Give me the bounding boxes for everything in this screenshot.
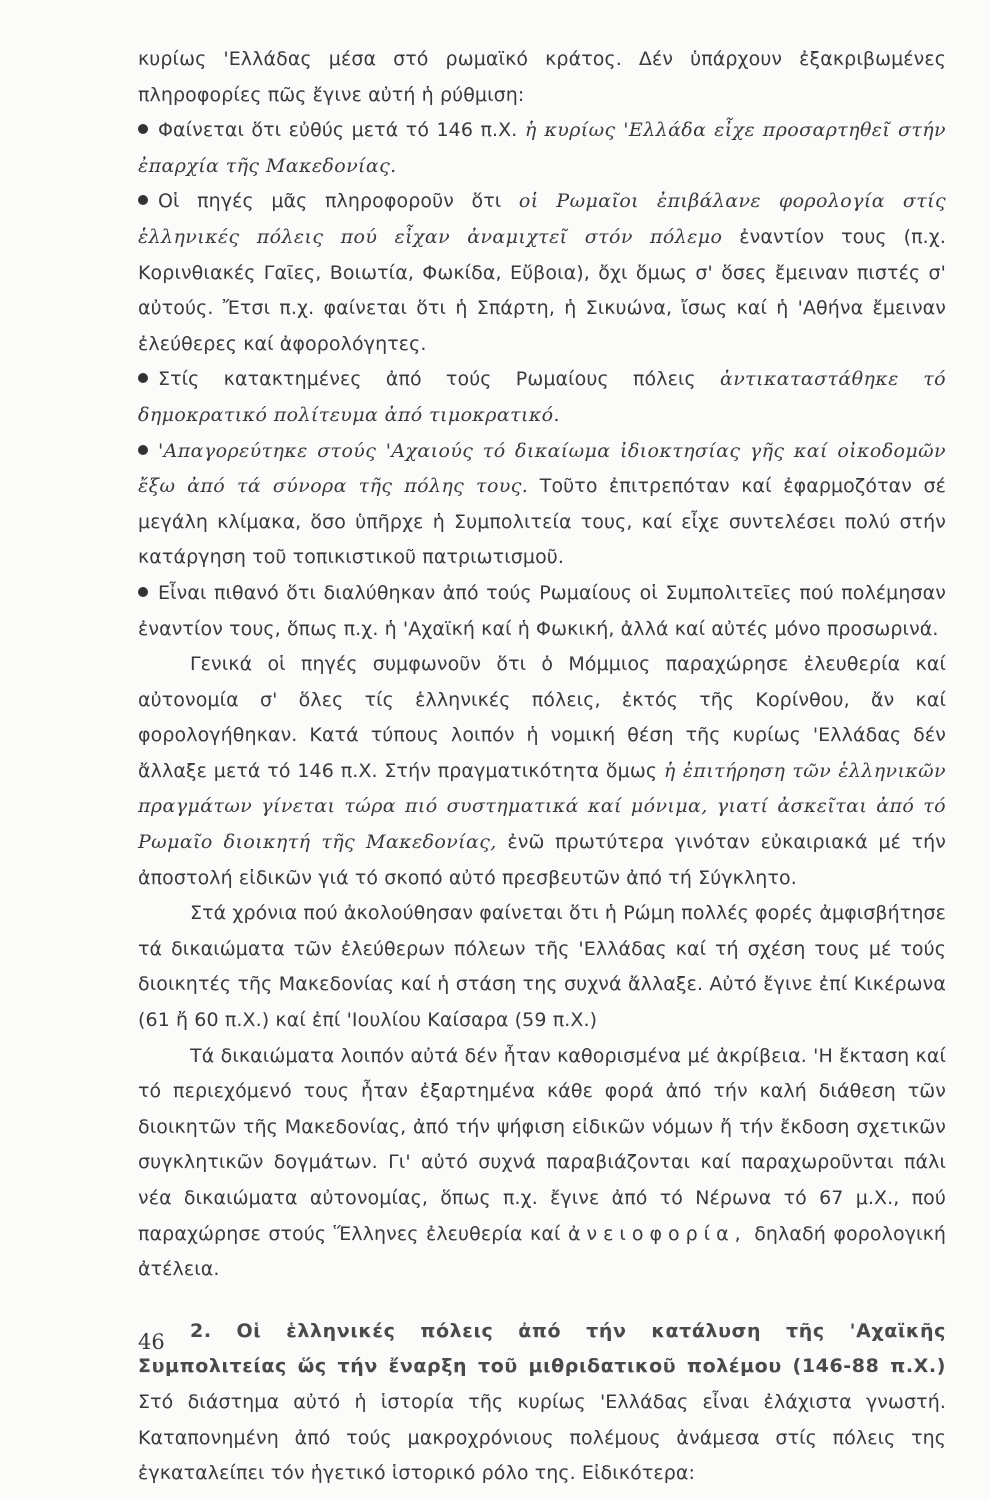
bullet-item: 'Απαγορεύτηκε στούς 'Αχαιούς τό δικαίωμα ἰδιοκτησίας γῆς καί οἰκοδομῶν ἔξω ἀπό τά σύνορα τῆς πόλης τους. Τοῦτο ἐπιτρεπόταν καί ἐφαρμοζόταν σέ μεγάλη κλίμακα, ὅσο ὑπῆρχε ἡ Συμπολιτεία τους, καί εἶχε συντελέσει πολύ στήν κατάργηση τοῦ τοπικιστικοῦ πατριωτισμοῦ.	[138, 439, 946, 569]
body-text	[138, 42, 946, 1492]
bullet-icon	[138, 373, 148, 383]
bullet-item: Εἶναι πιθανό ὅτι διαλύθηκαν ἀπό τούς Ρωμαίους οἱ Συμπολιτεῖες πού πολέμησαν ἐναντίον τους, ὅπως π.χ. ἡ 'Αχαϊκή καί ἡ Φωκική, ἀλλά καί αὐτές μόνο προσωρινά.	[138, 581, 946, 640]
section-paragraph: 2. Οἱ ἑλληνικές πόλεις ἀπό τήν κατάλυση τῆς 'Αχαϊκῆς Συμπολιτείας ὥς τήν ἔναρξη τοῦ μιθριδατικοῦ πολέμου (146-88 π.Χ.) Στό διάστημα αὐτό ἡ ἱστορία τῆς κυρίως 'Ελλάδας εἶναι ἐλάχιστα γνωστή. Καταπονημένη ἀπό τούς μακροχρόνιους πολέμους ἀνάμεσα στίς πόλεις της ἐγκαταλείπει τόν ἡγετικό ἱστορικό ρόλο της. Εἰδικότερα:	[138, 1319, 946, 1485]
paragraph: Τά δικαιώματα λοιπόν αὐτά δέν ἦταν καθορισμένα μέ ἀκρίβεια. 'Η ἔκταση καί τό περιεχόμενό τους ἦταν ἐξαρτημένα κάθε φορά ἀπό τήν καλή διάθεση τῶν διοικητῶν τῆς Μακεδονίας, ἀπό τήν ψήφιση εἰδικῶν νόμων ἤ τήν ἔκδοση σχετικῶν συγκλητικῶν δογμάτων. Γι' αὐτό συχνά παραβιάζονται καί παραχωροῦνται πάλι νέα δικαιώματα αὐτονομίας, ὅπως π.χ. ἔγινε ἀπό τό Νέρωνα τό 67 μ.Χ., πού παραχώρησε στούς Ἕλληνες ἐλευθερία καί ἀνειοφορία, δηλαδή φορολογική ἀτέλεια.	[138, 1044, 947, 1281]
bullet-icon	[138, 195, 148, 205]
bullet-item: Φαίνεται ὅτι εὐθύς μετά τό 146 π.Χ. ἡ κυρίως 'Ελλάδα εἶχε προσαρτηθεῖ στήν ἐπαρχία τῆς Μακεδονίας.	[138, 119, 947, 177]
section-heading: 2. Οἱ ἑλληνικές πόλεις ἀπό τήν κατάλυση τῆς 'Αχαϊκῆς Συμπολιτείας ὥς τήν ἔναρξη τοῦ μιθριδατικοῦ πολέμου (146-88 π.Χ.)	[138, 1319, 946, 1378]
paragraph: Στά χρόνια πού ἀκολούθησαν φαίνεται ὅτι ἡ Ρώμη πολλές φορές ἀμφισβήτησε τά δικαιώματα τῶν ἐλεύθερων πόλεων τῆς 'Ελλάδας καί τή σχέση τους μέ τούς διοικητές τῆς Μακεδονίας καί ἡ στάση της συχνά ἄλλαξε. Αὐτό ἔγινε ἐπί Κικέρωνα (61 ἤ 60 π.Χ.) καί ἐπί 'Ιουλίου Καίσαρα (59 π.Χ.)	[138, 902, 946, 1032]
bullet-item: Στίς κατακτημένες ἀπό τούς Ρωμαίους πόλεις ἀντικαταστάθηκε τό δημοκρατικό πολίτευμα ἀπό τιμοκρατικό.	[138, 368, 947, 426]
bullet-icon	[138, 587, 148, 597]
intro-paragraph: κυρίως 'Ελλάδας μέσα στό ρωμαϊκό κράτος. Δέν ὑπάρχουν ἐξακριβωμένες πληροφορίες πῶς ἔγινε αὐτή ἡ ρύθμιση:	[138, 48, 946, 106]
bullet-icon	[138, 445, 148, 455]
paragraph: Γενικά οἱ πηγές συμφωνοῦν ὅτι ὁ Μόμμιος παραχώρησε ἐλευθερία καί αὐτονομία σ' ὅλες τίς ἑλληνικές πόλεις, ἐκτός τῆς Κορίνθου, ἄν καί φορολογήθηκαν. Κατά τύπους λοιπόν ἡ νομική θέση τῆς κυρίως 'Ελλάδας δέν ἄλλαξε μετά τό 146 π.Χ. Στήν πραγματικότητα ὅμως ἡ ἐπιτήρηση τῶν ἑλληνικῶν πραγμάτων γίνεται τώρα πιό συστηματικά καί μόνιμα, γιατί ἀσκεῖται ἀπό τό Ρωμαῖο διοικητή τῆς Μακεδονίας, ἐνῶ πρωτύτερα γινόταν εὐκαιριακά μέ τήν ἀποστολή εἰδικῶν γιά τό σκοπό αὐτό πρεσβευτῶν ἀπό τή Σύγκλητο.	[138, 653, 947, 889]
bullet-item: Οἱ πηγές μᾶς πληροφοροῦν ὅτι οἱ Ρωμαῖοι ἐπιβάλανε φορολογία στίς ἑλληνικές πόλεις πού εἶχαν ἀναμιχτεῖ στόν πόλεμο ἐναντίον τους (π.χ. Κορινθιακές Γαῖες, Βοιωτία, Φωκίδα, Εὔβοια), ὄχι ὅμως σ' ὅσες ἔμειναν πιστές σ' αὐτούς. Ἔτσι π.χ. φαίνεται ὅτι ἡ Σπάρτη, ἡ Σικυώνα, ἴσως καί ἡ 'Αθήνα ἔμειναν ἐλεύθερες καί ἀφορολόγητες.	[138, 190, 946, 355]
bullet-icon	[138, 124, 148, 134]
page-number: 46	[138, 1330, 165, 1354]
